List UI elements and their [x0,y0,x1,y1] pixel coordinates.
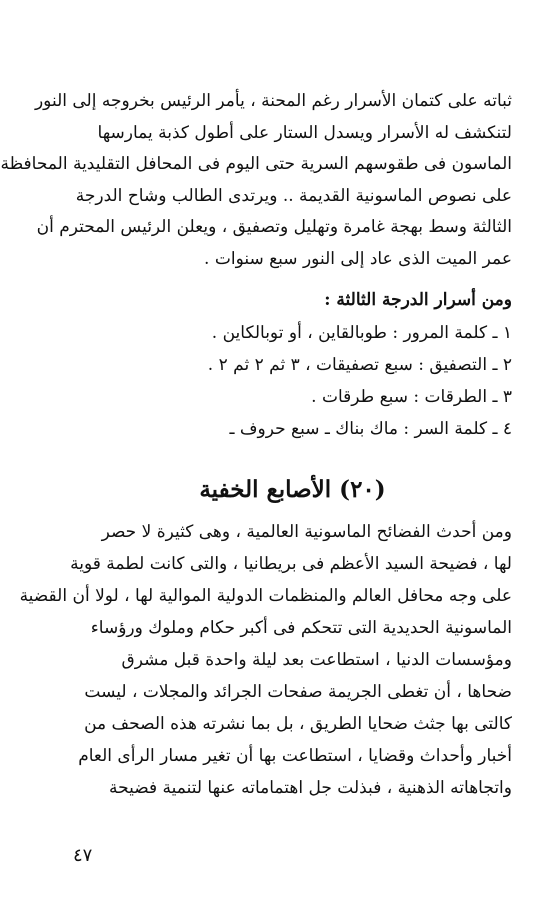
paragraph-bottom [19,516,512,804]
secrets-list [72,317,512,445]
text-line: ومن أحدث الفضائح الماسونية العالمية ، وهى كثيرة لا حصر [101,522,512,542]
text-line: أخبار وأحداث وقضايا ، استطاعت بها أن تغير مسار الرأى العام [78,746,512,766]
text-line: الماسونية الحديدية التى تتحكم فى أكبر حكام وملوك ورؤساء [90,618,512,638]
list-item: ٢ ـ التصفيق : سبع تصفيقات ، ٣ ثم ٢ ثم ٢ . [207,355,512,375]
text-line: على وجه محافل العالم والمنظمات الدولية الموالية لها ، لولا أن القضية [19,586,512,606]
text-line: واتجاهاته الذهنية ، فبذلت جل اهتماماته عنها لتنمية فضيحة [109,778,512,798]
list-item: ١ ـ كلمة المرور : طوبالقاين ، أو توبالكاين . [211,323,512,343]
text-line: كالتى بها جثث ضحايا الطريق ، بل بما نشرته هذه الصحف من [84,714,512,734]
text-line: الماسون فى طقوسهم السرية حتى اليوم فى المحافل التقليدية المحافظة [0,154,512,174]
list-item: ٤ ـ كلمة السر : ماك بناك ـ سبع حروف ـ [229,419,512,439]
text-line: ومؤسسات الدنيا ، استطاعت بعد ليلة واحدة قبل مشرق [121,650,512,670]
secrets-heading: ومن أسرار الدرجة الثالثة : [324,290,512,310]
paragraph-top [0,86,512,275]
page-number: ٤٧ [73,845,93,866]
section-title: (٢٠) الأصابع الخفية [199,476,386,503]
text-line: على نصوص الماسونية القديمة .. ويرتدى الطالب وشاح الدرجة [75,185,512,206]
text-line: لها ، فضيحة السيد الأعظم فى بريطانيا ، والتى كانت لطمة قوية [70,554,512,574]
list-item: ٣ ـ الطرقات : سبع طرقات . [311,387,512,407]
text-line: ضحاها ، أن تغطى الجريمة صفحات الجرائد والمجلات ، ليست [84,682,512,702]
text-line: لتنكشف له الأسرار ويسدل الستار على أطول كذبة يمارسها [97,122,512,143]
text-line: الثالثة وسط بهجة غامرة وتهليل وتصفيق ، ويعلن الرئيس المحترم أن [36,217,512,237]
text-line: ثباته على كتمان الأسرار رغم المحنة ، يأمر الرئيس بخروجه إلى النور [34,91,512,111]
text-line: عمر الميت الذى عاد إلى النور سبع سنوات . [204,248,512,269]
